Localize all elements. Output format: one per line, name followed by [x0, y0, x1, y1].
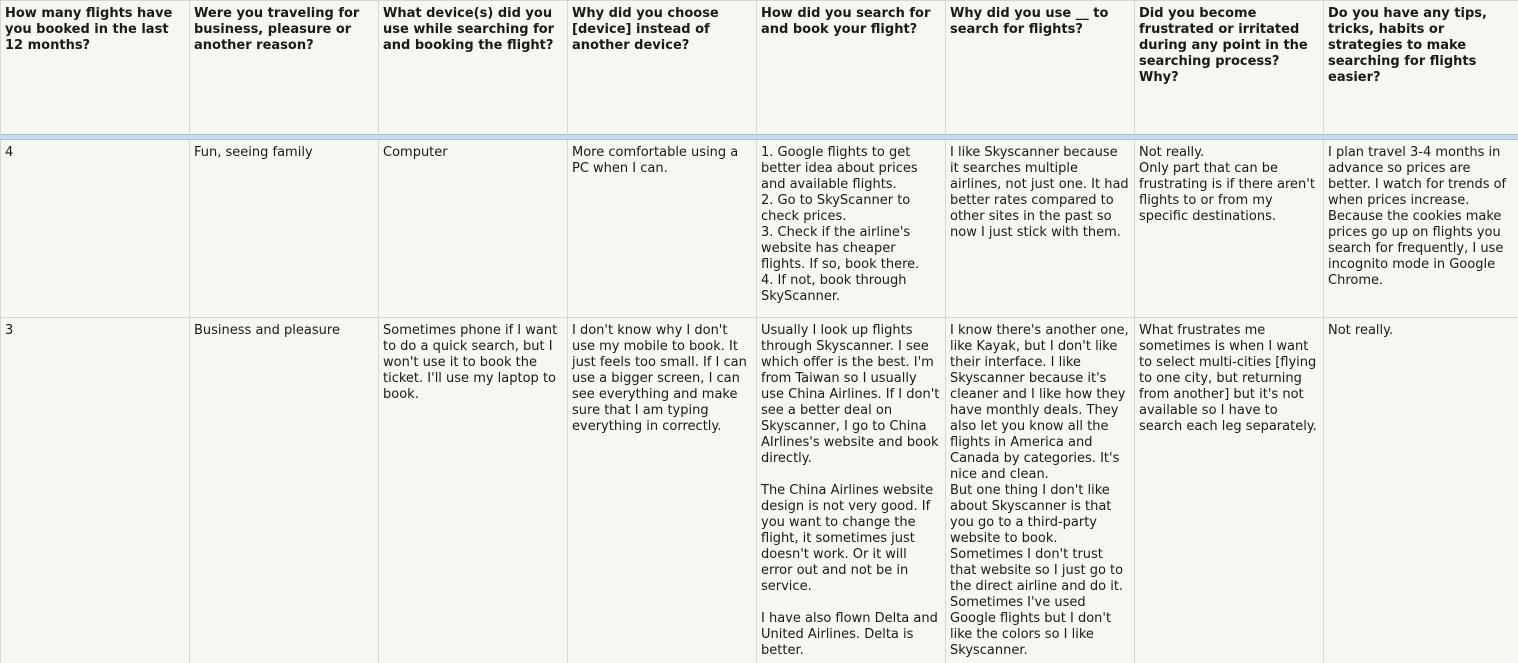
table-cell[interactable]: More comfortable using a PC when I can.: [568, 140, 757, 318]
table-cell[interactable]: Fun, seeing family: [190, 140, 379, 318]
table-cell[interactable]: Usually I look up flights through Skyscanner. I see which offer is the best. I'm from Taiwan so I usually use China Airlines. If I don't see a better deal on Skyscanner, I go to China AIrlines's website and book directly. The China Airlines website design is not very good. If you want to change the flight, it sometimes just doesn't work. Or it will error out and not be in service. I have also flown Delta and United Airlines. Delta is better.: [757, 318, 946, 663]
header-cell-flights-booked[interactable]: How many flights have you booked in the last 12 months?: [1, 1, 190, 135]
table-cell[interactable]: 3: [1, 318, 190, 663]
header-cell-search-reason[interactable]: Why did you use __ to search for flights?: [946, 1, 1135, 135]
table-row: [1, 140, 1518, 318]
header-cell-device-choice[interactable]: Why did you choose [device] instead of another device?: [568, 1, 757, 135]
table-cell[interactable]: Computer: [379, 140, 568, 318]
table-row: [1, 318, 1518, 663]
table-cell[interactable]: Not really.: [1324, 318, 1518, 663]
table-cell[interactable]: What frustrates me sometimes is when I want to select multi-cities [flying to one city, but returning from another] but it's not available so I have to search each leg separately.: [1135, 318, 1324, 663]
table-cell[interactable]: Sometimes phone if I want to do a quick search, but I won't use it to book the ticket. I'll use my laptop to book.: [379, 318, 568, 663]
table-cell[interactable]: Not really. Only part that can be frustrating is if there aren't flights to or from my specific destinations.: [1135, 140, 1324, 318]
table-cell[interactable]: 4: [1, 140, 190, 318]
table-cell[interactable]: 1. Google flights to get better idea about prices and available flights. 2. Go to SkyScanner to check prices. 3. Check if the airline's website has cheaper flights. If so, book there. 4. If not, book through SkyScanner.: [757, 140, 946, 318]
header-cell-tips[interactable]: Do you have any tips, tricks, habits or strategies to make searching for flights easier?: [1324, 1, 1518, 135]
table-cell[interactable]: I don't know why I don't use my mobile to book. It just feels too small. If I can use a bigger screen, I can see everything and make sure that I am typing everything in correctly.: [568, 318, 757, 663]
header-cell-travel-reason[interactable]: Were you traveling for business, pleasure or another reason?: [190, 1, 379, 135]
header-cell-search-method[interactable]: How did you search for and book your flight?: [757, 1, 946, 135]
table-cell[interactable]: I know there's another one, like Kayak, but I don't like their interface. I like Skyscanner because it's cleaner and I like how they have monthly deals. They also let you know all the flights in America and Canada by categories. It's nice and clean. But one thing I don't like about Skyscanner is that you go to a third-party website to book. Sometimes I don't trust that website so I just go to the direct airline and do it. Sometimes I've used Google flights but I don't like the colors so I like Skyscanner.: [946, 318, 1135, 663]
table-cell[interactable]: I plan travel 3-4 months in advance so prices are better. I watch for trends of when prices increase. Because the cookies make prices go up on flights you search for frequently, I use incognito mode in Google Chrome.: [1324, 140, 1518, 318]
header-cell-devices-used[interactable]: What device(s) did you use while searching for and booking the flight?: [379, 1, 568, 135]
table-cell[interactable]: Business and pleasure: [190, 318, 379, 663]
header-cell-frustrations[interactable]: Did you become frustrated or irritated during any point in the searching process? Why?: [1135, 1, 1324, 135]
header-row: [1, 1, 1518, 135]
table-cell[interactable]: I like Skyscanner because it searches multiple airlines, not just one. It had better rates compared to other sites in the past so now I just stick with them.: [946, 140, 1135, 318]
